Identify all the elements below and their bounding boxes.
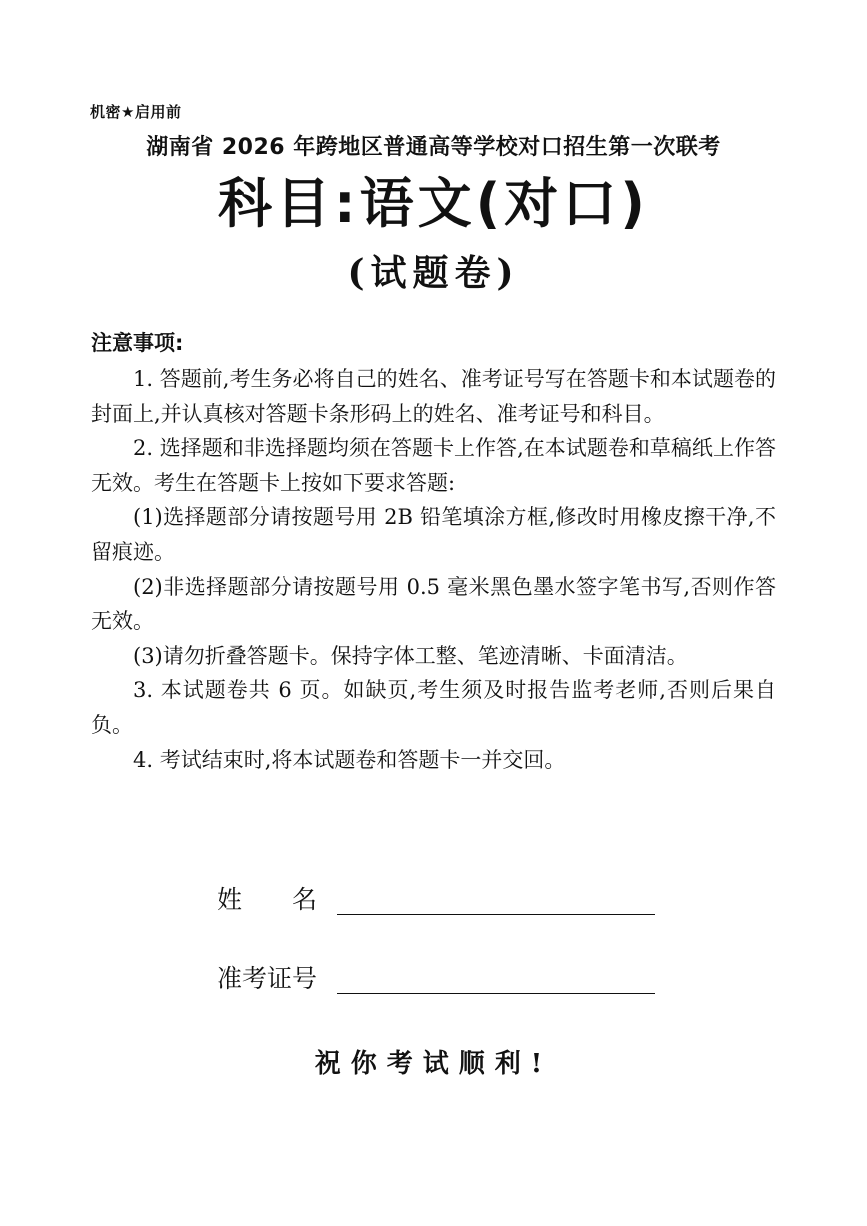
notice-item: (3)请勿折叠答题卡。保持字体工整、笔迹清晰、卡面清洁。	[133, 643, 688, 668]
notice-item: (2)非选择题部分请按题号用 0.5 毫米黑色墨水签字笔书写,否则作答无效。	[91, 574, 776, 634]
exam-id-label: 准考证号	[217, 964, 318, 993]
notice-item: 3. 本试题卷共 6 页。如缺页,考生须及时报告监考老师,否则后果自负。	[91, 678, 776, 737]
notice-item: 2. 选择题和非选择题均须在答题卡上作答,在本试题卷和草稿纸上作答无效。考生在答题卡上按如下要求答题:	[91, 436, 776, 495]
name-field-row	[217, 884, 655, 915]
name-label: 姓 名	[217, 885, 318, 914]
notice-item: (1)选择题部分请按题号用 2B 铅笔填涂方框,修改时用橡皮擦干净,不留痕迹。	[91, 505, 776, 564]
exam-id-write-line[interactable]	[337, 963, 655, 994]
name-write-line[interactable]	[337, 884, 655, 915]
notice-body	[91, 362, 776, 777]
notice-heading: 注意事项:	[91, 331, 184, 355]
notice-item: 1. 答题前,考生务必将自己的姓名、准考证号写在答题卡和本试题卷的封面上,并认真核对答题卡条形码上的姓名、准考证号和科目。	[91, 367, 776, 426]
exam-id-field-row	[217, 963, 655, 994]
notice-item: 4. 考试结束时,将本试题卷和答题卡一并交回。	[133, 747, 566, 772]
farewell-text: 祝你考试顺利!	[314, 1049, 553, 1079]
exam-header: 湖南省 2026 年跨地区普通高等学校对口招生第一次联考	[146, 135, 721, 160]
paper-type: (试题卷)	[347, 252, 520, 294]
subject-title: 科目:语文(对口)	[218, 172, 649, 235]
confidential-mark: 机密★启用前	[90, 103, 182, 121]
